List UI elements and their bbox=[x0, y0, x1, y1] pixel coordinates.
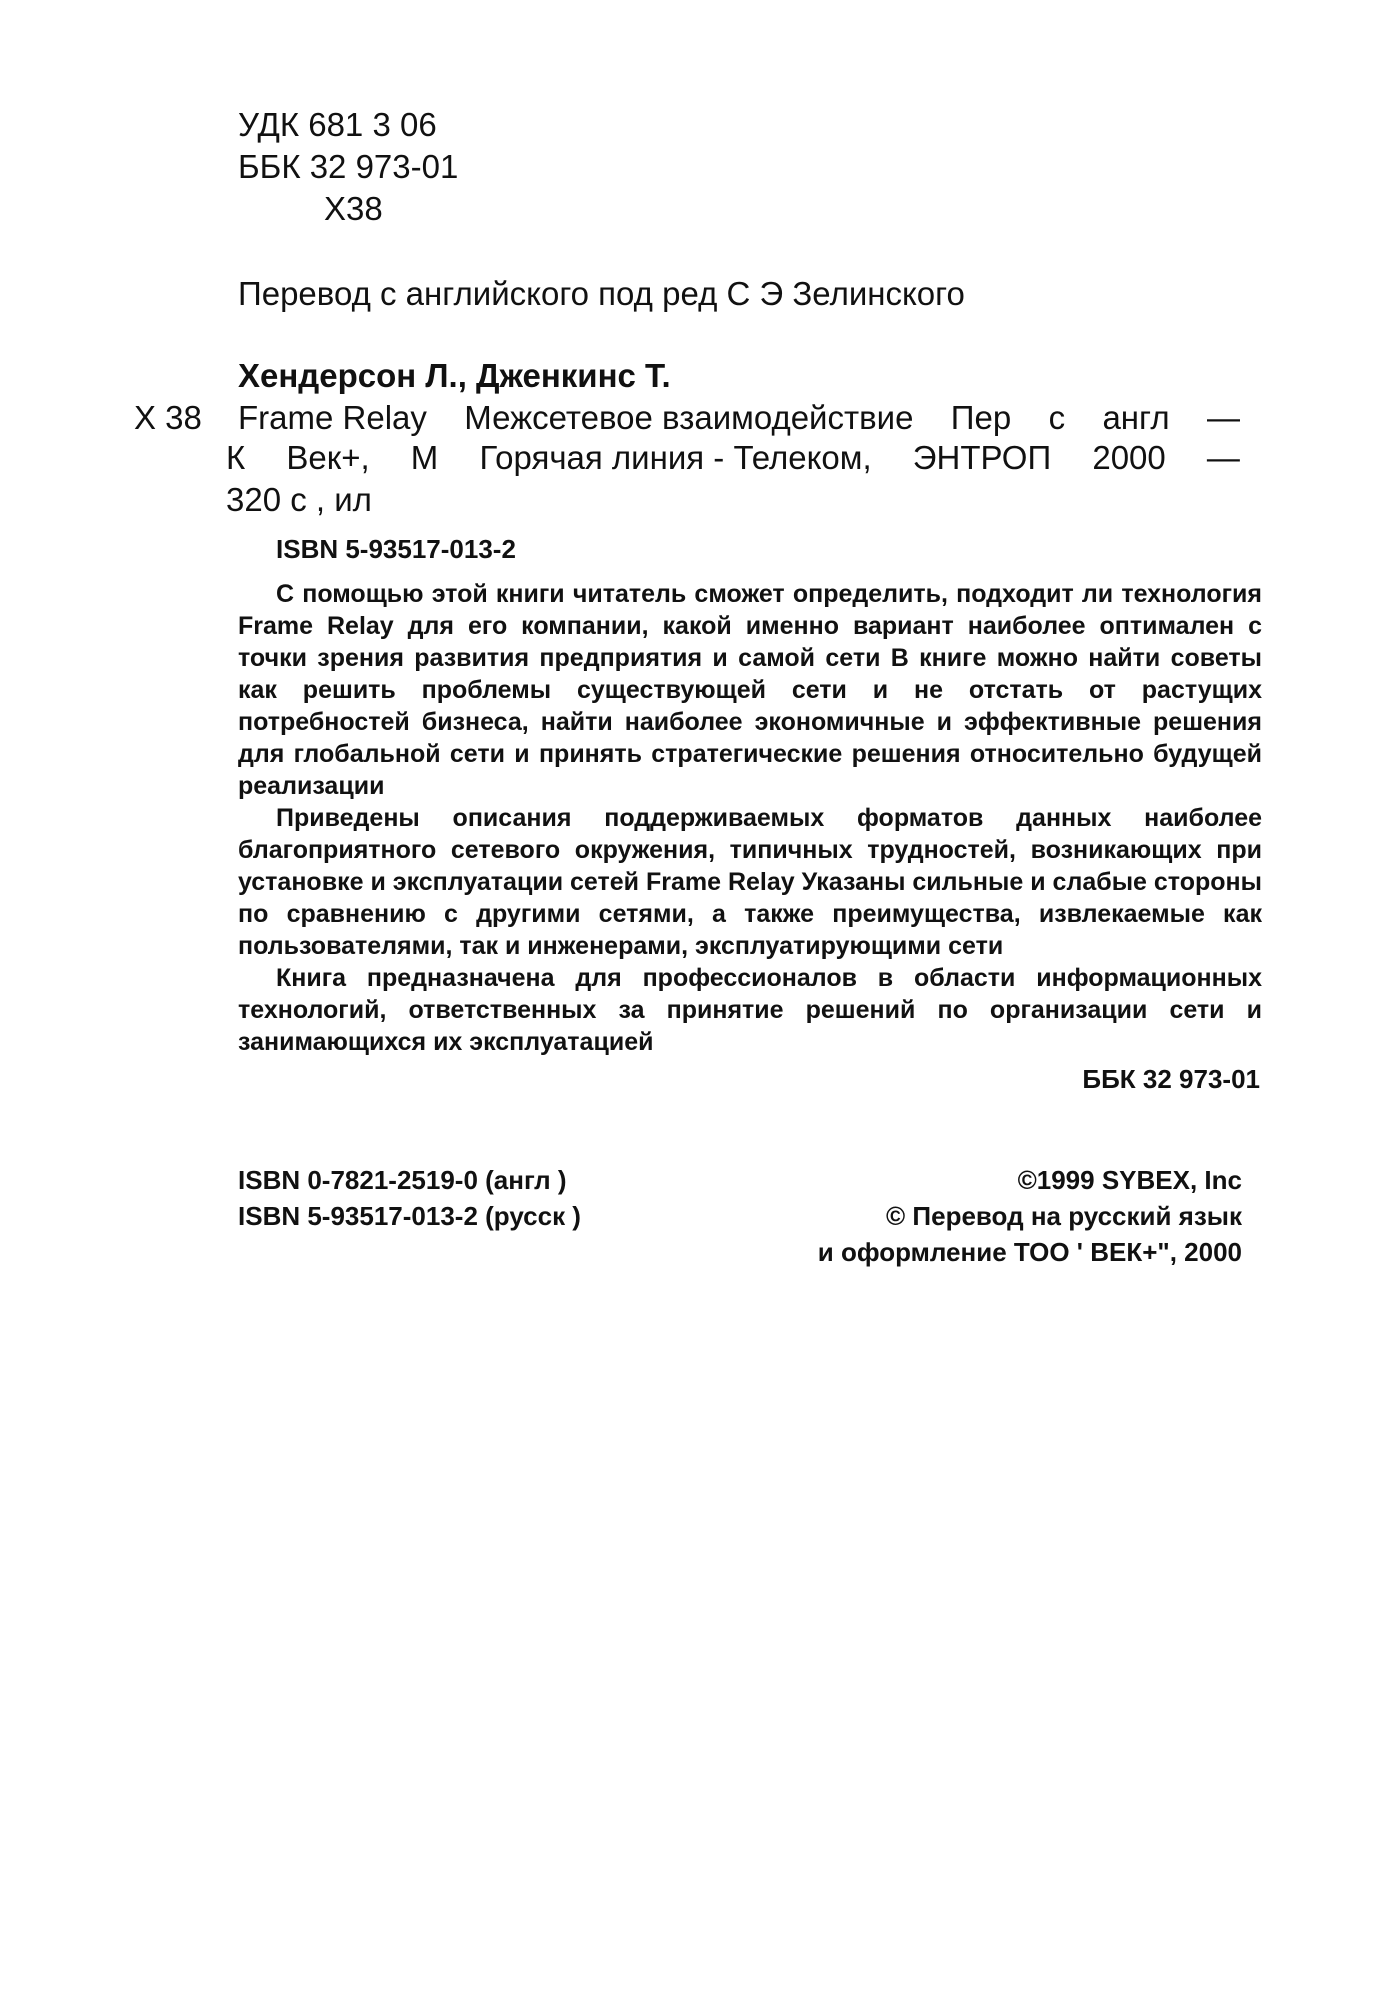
entry-word: Горячая линия - Телеком, bbox=[479, 439, 872, 476]
copyright-design: и оформление ТОО ' ВЕК+", 2000 bbox=[817, 1237, 1242, 1267]
copyright-original: ©1999 SYBEX, Inc bbox=[1017, 1165, 1242, 1195]
entry-word: — bbox=[1206, 399, 1240, 436]
bbk-code: ББК 32 973-01 bbox=[238, 148, 459, 185]
entry-word: Межсетевое взаимодействие bbox=[464, 399, 914, 436]
isbn-russian: ISBN 5-93517-013-2 (русск ) bbox=[238, 1201, 581, 1231]
entry-word: 2000 bbox=[1092, 439, 1166, 476]
entry-word: Век+, bbox=[286, 439, 370, 476]
bbk-footer: ББК 32 973-01 bbox=[1082, 1064, 1260, 1094]
annotation bbox=[238, 578, 1262, 1058]
entry-word: Пер bbox=[950, 399, 1012, 436]
entry-word: Frame Relay bbox=[238, 399, 427, 436]
annotation-paragraph: Книга предназначена для профессионалов в области информационных технологий, ответственных за принятие решений по организации сети и занимающихся их эксплуатацией bbox=[238, 964, 1262, 1056]
isbn-main: ISBN 5-93517-013-2 bbox=[276, 534, 516, 564]
author-mark: Х38 bbox=[324, 190, 383, 227]
entry-line-2 bbox=[226, 438, 1240, 478]
annotation-paragraph: Приведены описания поддерживаемых форматов данных наиболее благоприятного сетевого окружения, типичных трудностей, возникающих при установке и эксплуатации сетей Frame Relay Указаны сильные и слабые стороны по сравнению с другими сетями, а также преимущества, извлекаемые как пользователями, так и инженерами, эксплуатирующими сети bbox=[238, 804, 1262, 960]
copyright-block bbox=[818, 1162, 1242, 1270]
isbn-list bbox=[238, 1162, 581, 1234]
entry-word: с bbox=[1048, 399, 1066, 436]
entry-word: К bbox=[226, 439, 246, 476]
entry-word: ЭНТРОП bbox=[912, 439, 1052, 476]
entry-line-1 bbox=[238, 398, 1240, 438]
entry-word: англ bbox=[1102, 399, 1170, 436]
isbn-english: ISBN 0-7821-2519-0 (англ ) bbox=[238, 1165, 567, 1195]
entry-word: — bbox=[1206, 439, 1240, 476]
authors: Хендерсон Л., Дженкинс Т. bbox=[238, 357, 671, 394]
entry-code: Х 38 bbox=[134, 399, 202, 436]
copyright-translation: © Перевод на русский язык bbox=[886, 1201, 1242, 1231]
entry-word: М bbox=[410, 439, 439, 476]
annotation-paragraph: С помощью этой книги читатель сможет определить, подходит ли технология Frame Relay для его компании, какой именно вариант наиболее оптимален с точки зрения развития предприятия и самой сети В книге можно найти советы как решить проблемы существующей сети и не отстать от растущих потребностей бизнеса, найти наиболее экономичные и эффективные решения для глобальной сети и принять стратегические решения относительно будущей реализации bbox=[238, 580, 1262, 800]
entry-line-3: 320 с , ил bbox=[226, 481, 372, 518]
translation-note: Перевод с английского под ред С Э Зелинского bbox=[238, 275, 965, 312]
udk-code: УДК 681 3 06 bbox=[238, 106, 437, 143]
